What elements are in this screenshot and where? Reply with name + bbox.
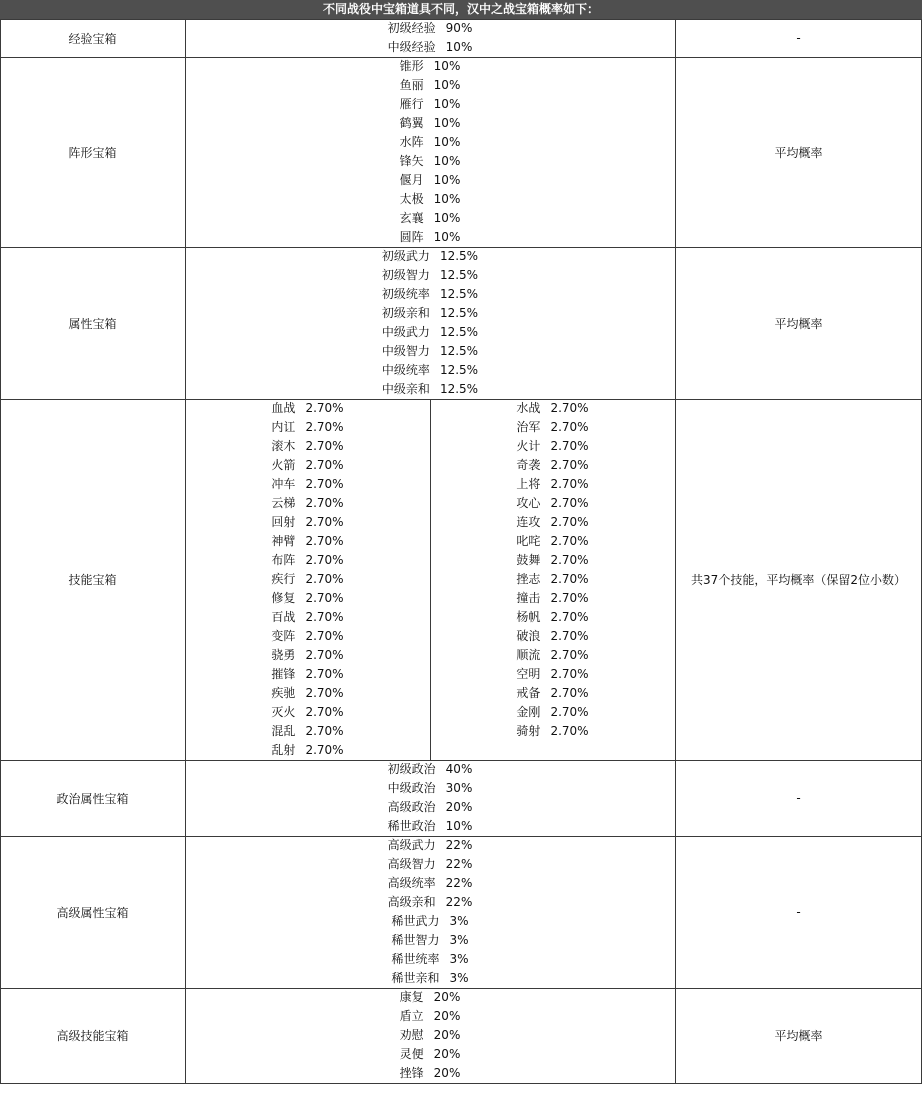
item-probability: 40% — [445, 762, 473, 776]
probability-item — [400, 1007, 461, 1026]
item-name: 玄襄 — [399, 211, 424, 225]
probability-item — [271, 722, 343, 741]
probability-item — [516, 665, 588, 684]
item-name: 杨帆 — [516, 610, 541, 624]
item-name: 太极 — [399, 192, 424, 206]
item-probability: 2.70% — [550, 610, 589, 624]
probability-item — [382, 266, 478, 285]
item-name: 水战 — [516, 401, 541, 415]
item-probability: 2.70% — [305, 648, 344, 662]
item-name: 锋矢 — [399, 154, 424, 168]
item-name: 初级智力 — [381, 268, 430, 282]
item-name: 骑射 — [516, 724, 541, 738]
probability-item — [391, 950, 468, 969]
item-name: 撞击 — [516, 591, 541, 605]
probability-item — [516, 418, 588, 437]
item-name: 水阵 — [399, 135, 424, 149]
item-name: 稀世智力 — [391, 933, 440, 947]
probability-item — [271, 494, 343, 513]
item-name: 中级经验 — [387, 40, 436, 54]
item-name: 百战 — [271, 610, 296, 624]
item-probability: 22% — [445, 857, 473, 871]
probability-item — [400, 76, 461, 95]
item-name: 稀世亲和 — [391, 971, 440, 985]
note-cell: 共37个技能，平均概率（保留2位小数） — [691, 573, 906, 587]
item-probability: 2.70% — [305, 629, 344, 643]
item-name: 初级政治 — [387, 762, 436, 776]
item-probability: 10% — [433, 97, 461, 111]
item-probability: 10% — [433, 173, 461, 187]
probability-item — [400, 209, 461, 228]
probability-item — [400, 95, 461, 114]
item-probability: 2.70% — [550, 572, 589, 586]
item-name: 破浪 — [516, 629, 541, 643]
item-name: 金刚 — [516, 705, 541, 719]
item-probability: 2.70% — [550, 667, 589, 681]
item-name: 高级统率 — [387, 876, 436, 890]
probability-item — [388, 874, 473, 893]
probability-item — [516, 722, 588, 741]
probability-item — [400, 1064, 461, 1083]
probability-item — [271, 551, 343, 570]
column-divider — [430, 399, 431, 760]
box-type-name: 阵形宝箱 — [68, 145, 117, 160]
item-probability: 10% — [433, 135, 461, 149]
item-probability: 2.70% — [550, 496, 589, 510]
item-name: 高级智力 — [387, 857, 436, 871]
item-probability: 20% — [433, 1066, 461, 1080]
item-name: 奇袭 — [516, 458, 541, 472]
item-name: 修复 — [271, 591, 296, 605]
probability-item — [400, 171, 461, 190]
probability-item — [271, 570, 343, 589]
item-probability: 12.5% — [439, 382, 479, 396]
item-probability: 2.70% — [305, 743, 344, 757]
probability-item — [400, 228, 461, 247]
note-cell: 平均概率 — [774, 316, 823, 331]
item-probability: 2.70% — [550, 534, 589, 548]
probability-item — [388, 38, 473, 57]
item-probability: 20% — [433, 1028, 461, 1042]
item-probability: 10% — [433, 154, 461, 168]
item-probability: 30% — [445, 781, 473, 795]
probability-item — [388, 760, 473, 779]
item-probability: 2.70% — [550, 724, 589, 738]
note-cell: 平均概率 — [774, 1029, 823, 1043]
item-probability: 2.70% — [550, 439, 589, 453]
item-name: 稀世武力 — [391, 914, 440, 928]
item-probability: 2.70% — [550, 420, 589, 434]
item-name: 空明 — [516, 667, 541, 681]
item-probability: 12.5% — [439, 363, 479, 377]
item-probability: 2.70% — [305, 458, 344, 472]
probability-item — [516, 399, 588, 418]
probability-item — [400, 988, 461, 1007]
item-name: 乱射 — [271, 743, 296, 757]
probability-item — [271, 513, 343, 532]
probability-item — [271, 589, 343, 608]
item-name: 康复 — [399, 990, 424, 1004]
item-probability: 2.70% — [305, 705, 344, 719]
item-probability: 2.70% — [305, 553, 344, 567]
box-type-name: 高级技能宝箱 — [56, 1029, 129, 1043]
item-name: 变阵 — [271, 629, 296, 643]
probability-item — [516, 684, 588, 703]
probability-item — [516, 437, 588, 456]
item-name: 滚木 — [271, 439, 296, 453]
item-name: 中级智力 — [381, 344, 430, 358]
item-name: 冲车 — [271, 477, 296, 491]
probability-item — [516, 570, 588, 589]
item-name: 上将 — [516, 477, 541, 491]
item-name: 疾驰 — [271, 686, 296, 700]
table-title: 不同战役中宝箱道具不同，汉中之战宝箱概率如下： — [0, 0, 922, 19]
item-name: 叱咤 — [516, 534, 541, 548]
probability-item — [382, 323, 478, 342]
item-name: 鼓舞 — [516, 553, 541, 567]
probability-item — [271, 741, 343, 760]
probability-item — [382, 380, 478, 399]
item-name: 锥形 — [399, 59, 424, 73]
item-probability: 90% — [445, 21, 473, 35]
item-probability: 2.70% — [305, 496, 344, 510]
probability-item — [516, 532, 588, 551]
item-name: 连攻 — [516, 515, 541, 529]
item-probability: 3% — [449, 952, 469, 966]
item-probability: 2.70% — [550, 705, 589, 719]
probability-item — [400, 1026, 461, 1045]
probability-item — [516, 589, 588, 608]
probability-item — [271, 608, 343, 627]
item-name: 劝慰 — [399, 1028, 424, 1042]
item-probability: 2.70% — [305, 534, 344, 548]
item-probability: 3% — [449, 933, 469, 947]
item-name: 灭火 — [271, 705, 296, 719]
box-type-name: 技能宝箱 — [68, 573, 117, 587]
column-divider — [185, 19, 186, 1083]
probability-item — [516, 456, 588, 475]
item-name: 戒备 — [516, 686, 541, 700]
item-name: 中级亲和 — [381, 382, 430, 396]
item-probability: 2.70% — [305, 401, 344, 415]
item-probability: 10% — [433, 230, 461, 244]
row-divider — [0, 1083, 922, 1084]
probability-item — [400, 114, 461, 133]
probability-item — [388, 836, 473, 855]
probability-item — [271, 532, 343, 551]
probability-item — [271, 703, 343, 722]
item-probability: 2.70% — [550, 458, 589, 472]
item-probability: 2.70% — [550, 515, 589, 529]
box-type-name: 高级属性宝箱 — [56, 905, 129, 920]
probability-item — [391, 969, 468, 988]
item-name: 布阵 — [271, 553, 296, 567]
item-probability: 2.70% — [305, 420, 344, 434]
probability-item — [271, 627, 343, 646]
item-probability: 20% — [445, 800, 473, 814]
item-probability: 2.70% — [305, 591, 344, 605]
note-cell: - — [796, 791, 801, 805]
item-name: 疾行 — [271, 572, 296, 586]
item-probability: 12.5% — [439, 344, 479, 358]
item-probability: 2.70% — [305, 515, 344, 529]
probability-item — [516, 627, 588, 646]
item-probability: 10% — [433, 59, 461, 73]
item-name: 攻心 — [516, 496, 541, 510]
column-divider — [675, 19, 676, 1083]
item-probability: 2.70% — [305, 477, 344, 491]
item-name: 顺流 — [516, 648, 541, 662]
item-name: 盾立 — [399, 1009, 424, 1023]
probability-item — [400, 57, 461, 76]
probability-item — [516, 551, 588, 570]
item-probability: 2.70% — [550, 686, 589, 700]
item-probability: 10% — [445, 819, 473, 833]
probability-item — [382, 304, 478, 323]
item-probability: 22% — [445, 895, 473, 909]
item-name: 挫志 — [516, 572, 541, 586]
item-probability: 12.5% — [439, 287, 479, 301]
item-probability: 2.70% — [305, 439, 344, 453]
item-name: 中级武力 — [381, 325, 430, 339]
item-name: 挫锋 — [399, 1066, 424, 1080]
item-probability: 2.70% — [550, 648, 589, 662]
item-name: 中级政治 — [387, 781, 436, 795]
probability-item — [516, 646, 588, 665]
item-name: 高级亲和 — [387, 895, 436, 909]
probability-item — [388, 798, 473, 817]
box-type-name: 属性宝箱 — [68, 316, 117, 331]
item-name: 偃月 — [399, 173, 424, 187]
item-probability: 20% — [433, 1009, 461, 1023]
item-name: 中级统率 — [381, 363, 430, 377]
item-name: 血战 — [271, 401, 296, 415]
item-probability: 2.70% — [550, 629, 589, 643]
probability-item — [516, 703, 588, 722]
probability-item — [382, 361, 478, 380]
item-name: 灵便 — [399, 1047, 424, 1061]
item-name: 初级统率 — [381, 287, 430, 301]
item-probability: 2.70% — [305, 610, 344, 624]
probability-item — [400, 152, 461, 171]
item-probability: 10% — [433, 116, 461, 130]
probability-item — [400, 1045, 461, 1064]
item-probability: 10% — [445, 40, 473, 54]
probability-item — [516, 475, 588, 494]
item-name: 稀世统率 — [391, 952, 440, 966]
item-probability: 2.70% — [305, 572, 344, 586]
item-probability: 12.5% — [439, 268, 479, 282]
item-probability: 22% — [445, 876, 473, 890]
probability-item — [382, 342, 478, 361]
item-name: 高级政治 — [387, 800, 436, 814]
item-name: 治军 — [516, 420, 541, 434]
item-probability: 3% — [449, 971, 469, 985]
item-name: 稀世政治 — [387, 819, 436, 833]
probability-item — [516, 494, 588, 513]
note-cell: - — [796, 905, 801, 919]
item-probability: 2.70% — [305, 724, 344, 738]
box-type-name: 经验宝箱 — [68, 31, 117, 46]
probability-item — [271, 418, 343, 437]
item-name: 鱼丽 — [399, 78, 424, 92]
item-probability: 12.5% — [439, 306, 479, 320]
probability-item — [388, 817, 473, 836]
item-name: 火箭 — [271, 458, 296, 472]
probability-item — [516, 608, 588, 627]
item-name: 内讧 — [271, 420, 296, 434]
item-probability: 20% — [433, 1047, 461, 1061]
probability-item — [382, 285, 478, 304]
item-name: 骁勇 — [271, 648, 296, 662]
probability-item — [388, 893, 473, 912]
item-probability: 22% — [445, 838, 473, 852]
item-probability: 3% — [449, 914, 469, 928]
item-name: 高级武力 — [387, 838, 436, 852]
probability-item — [516, 513, 588, 532]
probability-item — [271, 684, 343, 703]
item-probability: 20% — [433, 990, 461, 1004]
probability-item — [271, 456, 343, 475]
probability-item — [388, 855, 473, 874]
probability-item — [271, 475, 343, 494]
item-probability: 2.70% — [550, 553, 589, 567]
item-name: 初级亲和 — [381, 306, 430, 320]
probability-item — [271, 399, 343, 418]
probability-item — [391, 931, 468, 950]
item-name: 火计 — [516, 439, 541, 453]
item-name: 雁行 — [399, 97, 424, 111]
item-name: 混乱 — [271, 724, 296, 738]
probability-item — [271, 646, 343, 665]
item-name: 圆阵 — [399, 230, 424, 244]
item-probability: 2.70% — [550, 591, 589, 605]
item-probability: 2.70% — [550, 477, 589, 491]
probability-item — [400, 190, 461, 209]
probability-item — [391, 912, 468, 931]
note-cell: - — [796, 31, 801, 45]
item-name: 神臂 — [271, 534, 296, 548]
probability-item — [388, 19, 473, 38]
item-probability: 2.70% — [305, 686, 344, 700]
probability-item — [388, 779, 473, 798]
probability-item — [271, 665, 343, 684]
note-cell: 平均概率 — [774, 145, 823, 160]
item-probability: 10% — [433, 211, 461, 225]
item-name: 云梯 — [271, 496, 296, 510]
probability-item — [400, 133, 461, 152]
item-name: 初级经验 — [387, 21, 436, 35]
item-name: 摧锋 — [271, 667, 296, 681]
item-name: 初级武力 — [381, 249, 430, 263]
item-probability: 10% — [433, 192, 461, 206]
item-name: 鹤翼 — [399, 116, 424, 130]
probability-item — [382, 247, 478, 266]
item-probability: 2.70% — [305, 667, 344, 681]
item-name: 回射 — [271, 515, 296, 529]
item-probability: 12.5% — [439, 325, 479, 339]
item-probability: 10% — [433, 78, 461, 92]
box-type-name: 政治属性宝箱 — [56, 791, 129, 806]
item-probability: 2.70% — [550, 401, 589, 415]
probability-item — [271, 437, 343, 456]
column-divider — [0, 19, 1, 1083]
item-probability: 12.5% — [439, 249, 479, 263]
